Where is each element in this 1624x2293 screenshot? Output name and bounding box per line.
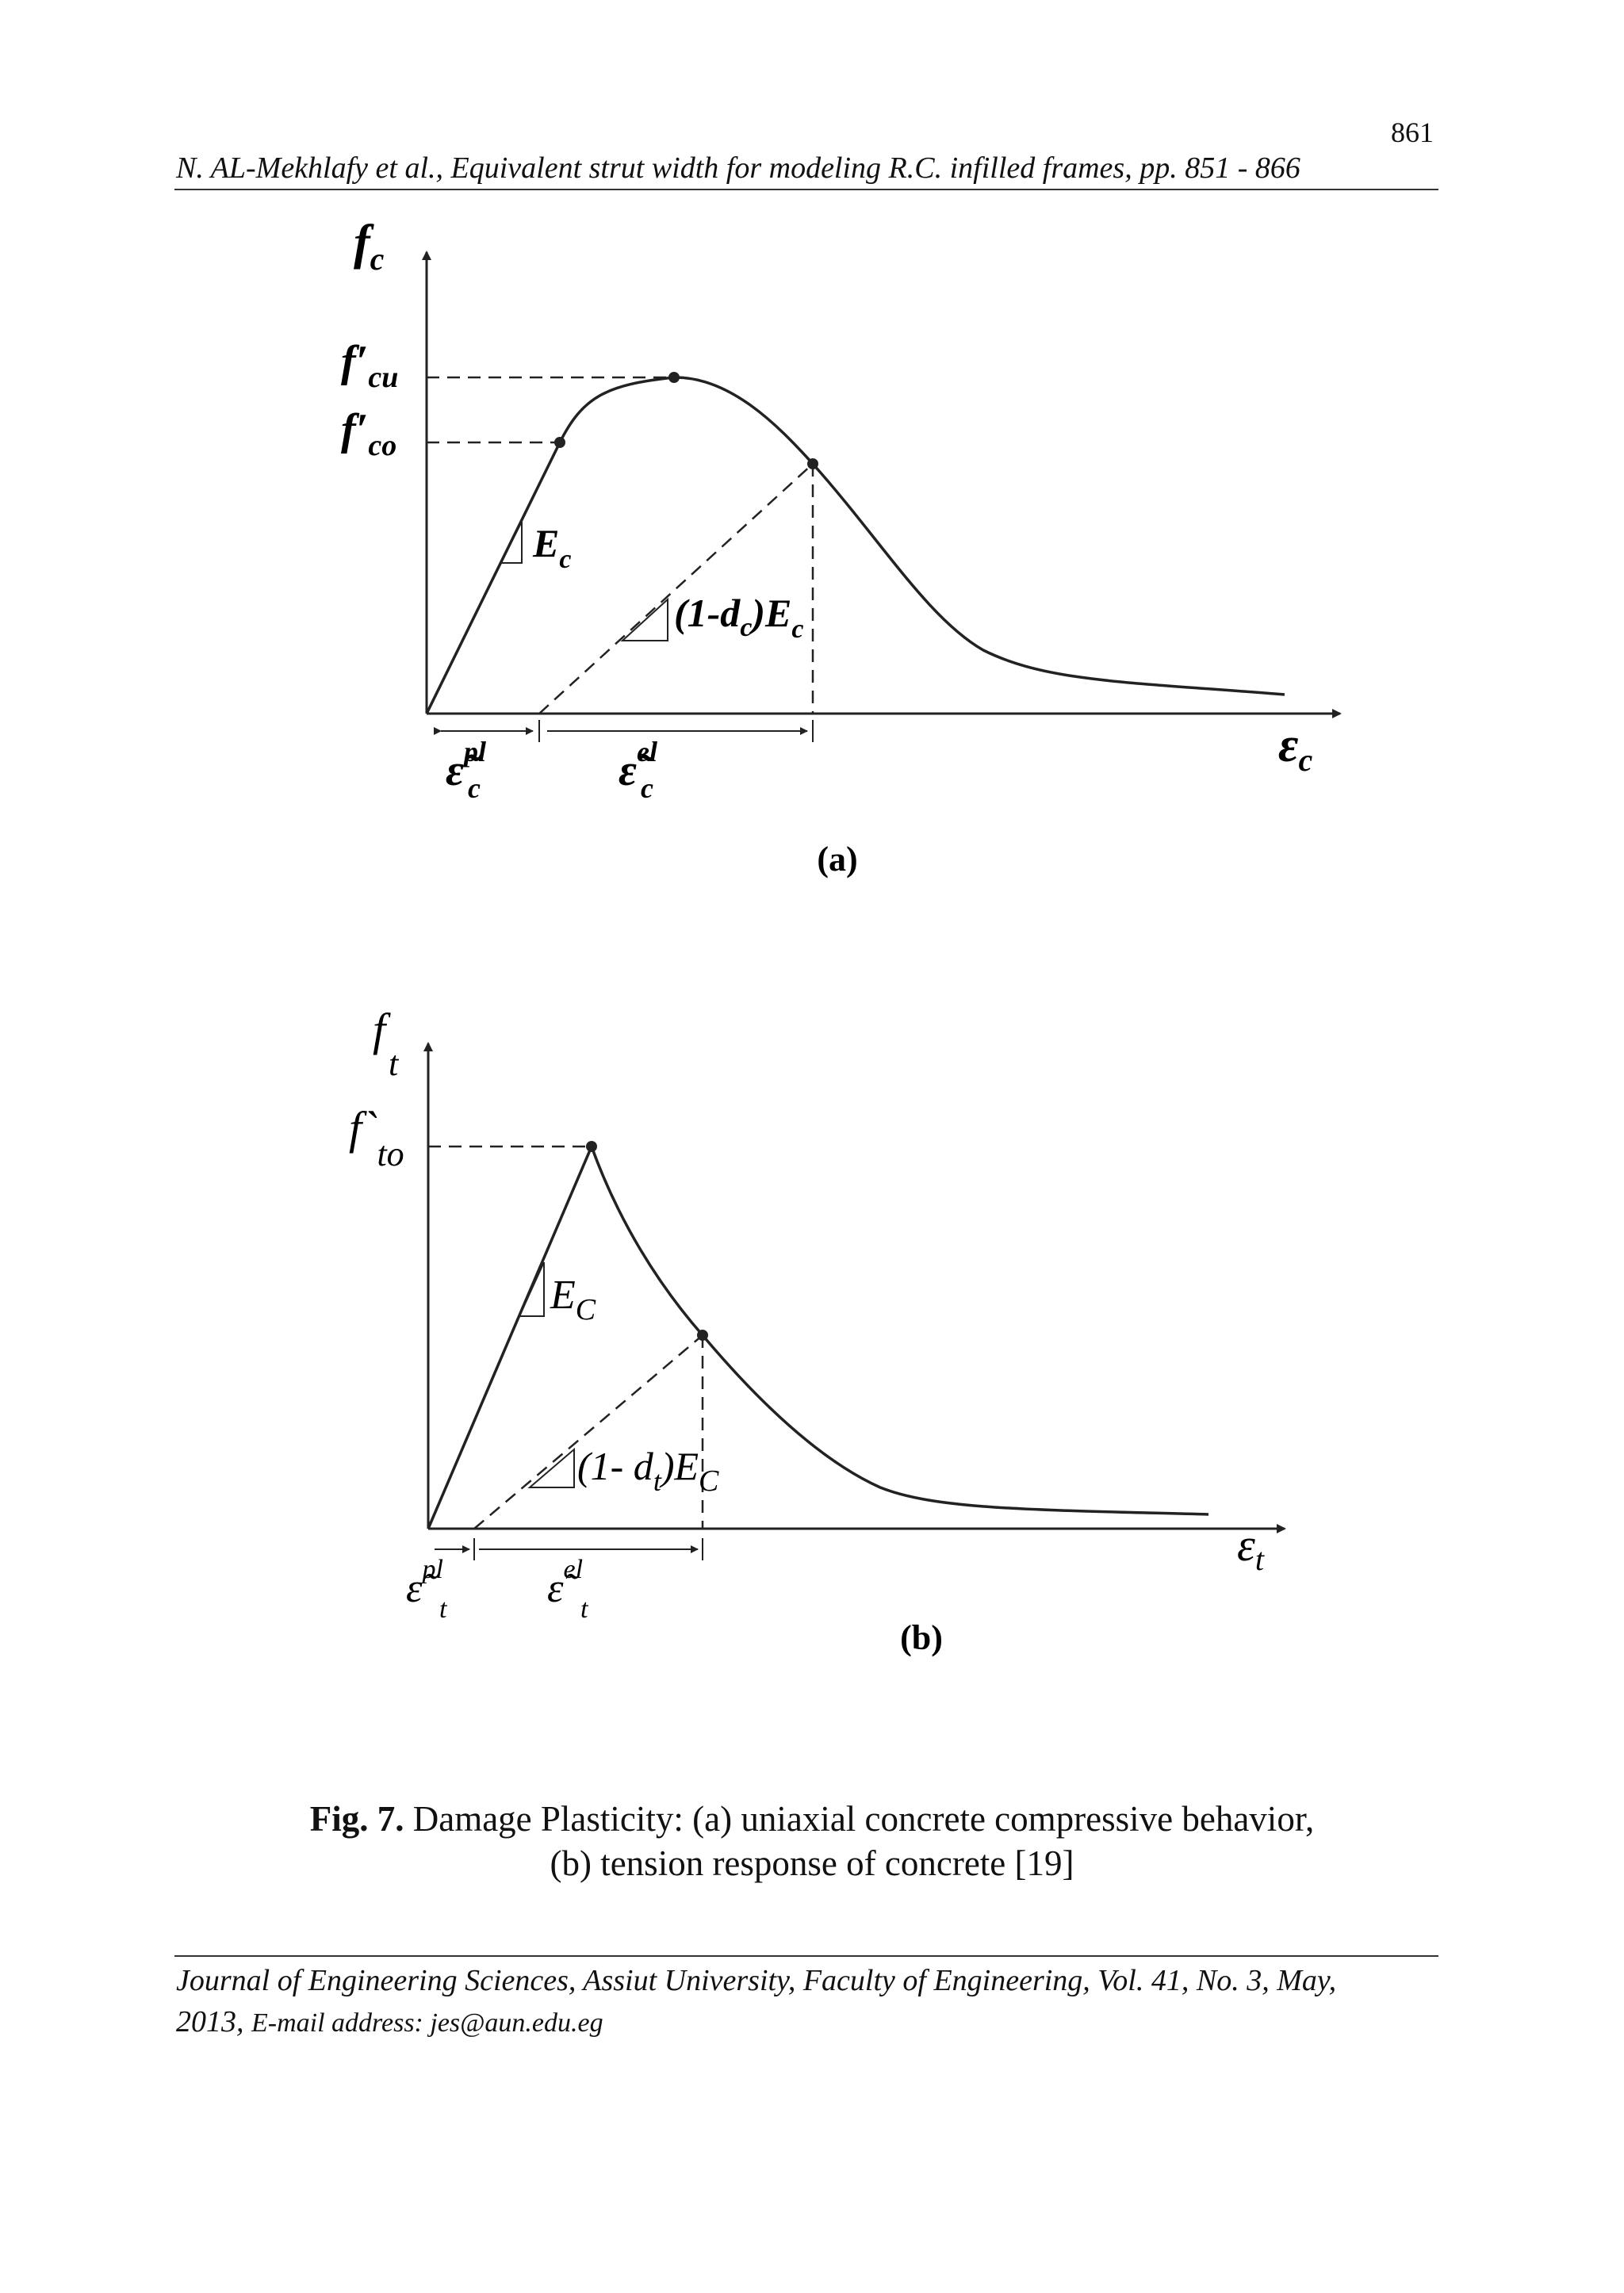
a-x-axis-label: εc [1278,718,1313,778]
b-strain-el-label: ε̃$^{el}$ t [547,1555,588,1624]
caption-line-2: (b) tension response of concrete [19] [550,1843,1074,1883]
a-strain-pl-label: ε̃$^{pl}$ c [446,736,486,804]
b-slope-label: $E_C$ [550,1273,596,1326]
footer-line-1: Journal of Engineering Sciences, Assiut University, Faculty of Engineering, Vol. 41, No. 3, May, [176,1964,1337,1997]
b-unload-dashed-line [474,1335,703,1529]
page-number: 861 [1391,117,1434,148]
a-y-axis-label: $f_c$ [354,216,385,277]
a-unload-label: $(1-d_c)E_c$ [674,591,804,644]
panel-b [349,1004,1285,1657]
panel-a [341,216,1340,879]
a-unload-point [807,458,818,469]
b-peak-label: $f`_{to}$ [349,1102,404,1173]
a-peak-point [668,372,680,383]
b-y-axis-label: ft [373,1004,399,1083]
running-header: N. AL-Mekhlafy et al., Equivalent strut width for modeling R.C. infilled frames, pp. 851 - 866 [176,151,1300,185]
a-strain-el-label: ε̃$^{el}$ c [619,736,657,804]
a-unload-slope-triangle [622,599,668,641]
a-yield-label: $f'_{co}$ [341,405,397,462]
footer-year: 2013, [176,2005,244,2038]
a-peak-label: $f'_{cu}$ [341,337,399,394]
b-slope-triangle [519,1262,544,1316]
b-x-axis-label: $\varepsilon_t$ [1237,1519,1264,1577]
a-panel-label: (a) [817,840,858,879]
a-slope-label: $E_c$ [533,521,572,574]
b-strain-pl-label: ε̃$^{pl}$ t [406,1555,447,1624]
a-unload-dashed-line [539,464,813,714]
journal-footer [176,1960,1445,2044]
b-unload-point [697,1330,708,1341]
footer-rule [174,1955,1438,1957]
caption-line-1: Damage Plasticity: (a) uniaxial concrete compressive behavior, [412,1799,1315,1839]
a-slope-triangle [500,522,522,563]
b-unload-slope-triangle [530,1449,574,1487]
b-stress-strain-curve [428,1146,1208,1529]
b-peak-point [586,1141,597,1152]
b-panel-label: (b) [900,1618,943,1657]
b-unload-label: (1- $d_t)E_C$ [577,1444,719,1498]
footer-email: E-mail address: jes@aun.edu.eg [251,2008,603,2038]
caption-figure-number: Fig. 7. [309,1799,404,1839]
a-yield-point [554,437,565,448]
figure-caption [0,1797,1624,1885]
